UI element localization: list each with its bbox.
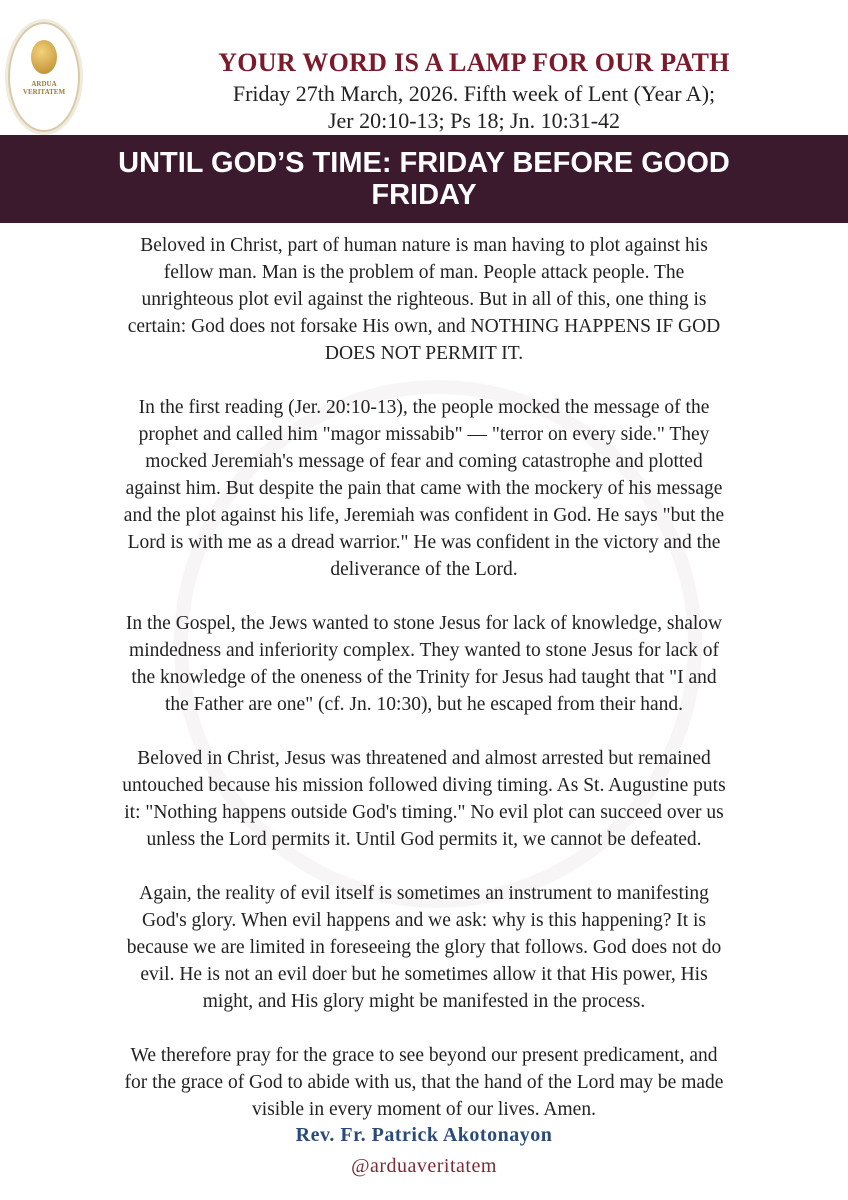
paragraph-line: unless the Lord permits it. Until God permits it, we cannot be defeated.: [146, 829, 702, 850]
paragraph-line: it: "Nothing happens outside God's timing." No evil plot can succeed over us: [124, 802, 724, 823]
paragraph-line: unrighteous plot evil against the righteous. But in all of this, one thing is: [141, 289, 707, 310]
paragraph: [20, 745, 828, 853]
paragraph-line: evil. He is not an evil doer but he sometimes allow it that His power, His: [140, 964, 708, 985]
paragraph: [20, 610, 828, 718]
ardua-veritatem-logo: [8, 22, 80, 132]
paragraph-line: mindedness and inferiority complex. They wanted to stone Jesus for lack of: [129, 640, 719, 661]
date-line: Friday 27th March, 2026. Fifth week of Lent (Year A);: [232, 81, 716, 106]
paragraph-line: In the first reading (Jer. 20:10-13), the people mocked the message of the: [138, 397, 710, 418]
paragraph: [20, 394, 828, 583]
paragraph-line: Again, the reality of evil itself is sometimes an instrument to manifesting: [139, 883, 709, 904]
logo-text-2: VERITATEM: [22, 88, 66, 96]
paragraph-line: untouched because his mission followed diving timing. As St. Augustine puts: [122, 775, 726, 796]
header-subtitle: [100, 80, 848, 134]
header-title: YOUR WORD IS A LAMP FOR OUR PATH: [218, 48, 730, 77]
lighthouse-medal-icon: [31, 40, 57, 74]
paragraph-line: the Father are one" (cf. Jn. 10:30), but he escaped from their hand.: [164, 694, 684, 715]
paragraph: [20, 232, 828, 367]
paragraph-line: against him. But despite the pain that came with the mockery of his message: [125, 478, 723, 499]
paragraph-line: certain: God does not forsake His own, and NOTHING HAPPENS IF GOD: [127, 316, 721, 337]
paragraph-line: Beloved in Christ, Jesus was threatened and almost arrested but remained: [137, 748, 711, 769]
paragraph-line: In the Gospel, the Jews wanted to stone Jesus for lack of knowledge, shalow: [125, 613, 723, 634]
paragraph-line: We therefore pray for the grace to see beyond our present predicament, and: [130, 1045, 718, 1066]
logo-text-1: ARDUA: [31, 80, 57, 88]
paragraph-line: visible in every moment of our lives. Amen.: [252, 1099, 596, 1120]
paragraph-line: Lord is with me as a dread warrior." He was confident in the victory and the: [127, 532, 721, 553]
reflection-title-banner: [0, 135, 848, 223]
social-handle: @arduaveritatem: [351, 1155, 497, 1177]
paragraph-line: and the plot against his life, Jeremiah was confident in God. He says "but the: [123, 505, 725, 526]
readings-line: Jer 20:10-13; Ps 18; Jn. 10:31-42: [327, 108, 621, 133]
paragraph-line: because we are limited in foreseeing the glory that follows. God does not do: [126, 937, 722, 958]
paragraph-line: for the grace of God to abide with us, that the hand of the Lord may be made: [124, 1072, 724, 1093]
paragraph-line: Beloved in Christ, part of human nature is man having to plot against his: [140, 235, 708, 256]
paragraph-line: fellow man. Man is the problem of man. People attack people. The: [163, 262, 685, 283]
paragraph-line: the knowledge of the oneness of the Trinity for Jesus had taught that "I and: [131, 667, 717, 688]
banner-line: FRIDAY: [371, 179, 477, 211]
reflection-body: [20, 232, 828, 1150]
paragraph-line: mocked Jeremiah's message of fear and coming catastrophe and plotted: [145, 451, 703, 472]
paragraph-line: might, and His glory might be manifested in the process.: [202, 991, 646, 1012]
paragraph-line: God's glory. When evil happens and we ask: why is this happening? It is: [141, 910, 707, 931]
paragraph: [20, 880, 828, 1015]
paragraph: [20, 1042, 828, 1123]
paragraph-line: deliverance of the Lord.: [330, 559, 518, 580]
paragraph-line: prophet and called him "magor missabib" — "terror on every side." They: [138, 424, 710, 445]
author-signature: Rev. Fr. Patrick Akotonayon: [295, 1124, 553, 1146]
banner-line: UNTIL GOD’S TIME: FRIDAY BEFORE GOOD: [118, 147, 730, 179]
paragraph-line: DOES NOT PERMIT IT.: [324, 343, 524, 364]
